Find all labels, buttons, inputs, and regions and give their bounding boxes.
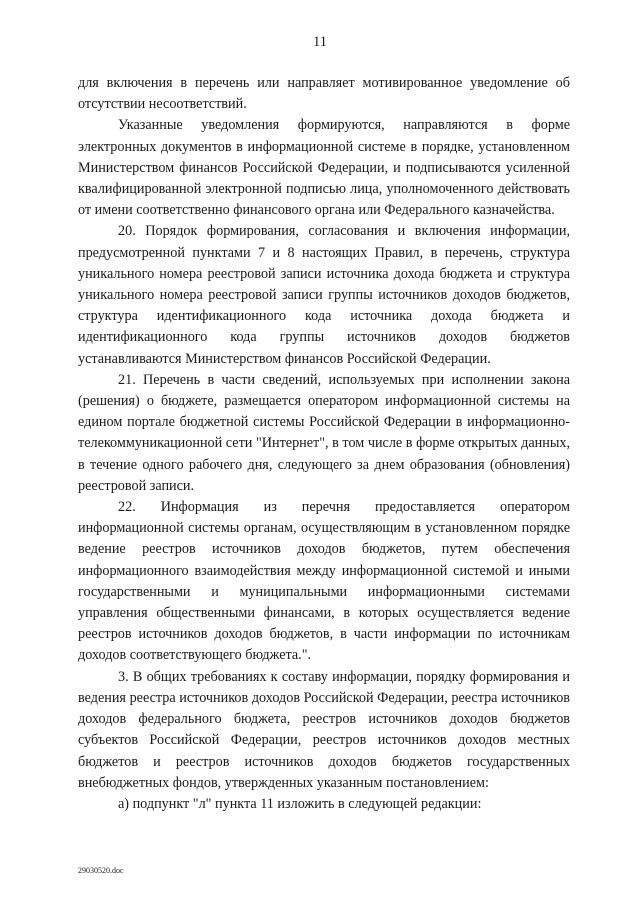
paragraph-item-20: 20. Порядок формирования, согласования и включения информации, предусмотренной пунктами 7 и 8 настоящих Правил, в перечень, структура уникального номера реестровой записи источника дохода бюджета и структура уникального номера реестровой записи группы источников доходов бюджетов, структура идентификационного кода источника дохода бюджета и идентификационного кода группы источников доходов бюджетов устанавливаются Министерством финансов Российской Федерации. <box>78 223 570 367</box>
paragraph-item-3: 3. В общих требованиях к составу информации, порядку формирования и ведения реестра источников доходов Российской Федерации, реестра источников доходов федерального бюджета, реестров источников доходов бюджетов субъектов Российской Федерации, реестров источников доходов местных бюджетов и реестров источников доходов бюджетов государственных внебюджетных фондов, утвержденных указанным постановлением: <box>78 668 570 791</box>
paragraph-continuation: для включения в перечень или направляет мотивированное уведомление об отсутствии несоответствий. <box>78 75 570 113</box>
paragraph-notifications: Указанные уведомления формируются, направляются в форме электронных документов в информационной системе в порядке, установленном Министерством финансов Российской Федерации, и подписываются усиленной квалифицированной электронной подписью лица, уполномоченного действовать от имени соответственно финансового органа или Федерального казначейства. <box>78 117 570 219</box>
paragraph-item-21: 21. Перечень в части сведений, используемых при исполнении закона (решения) о бюджете, размещается оператором информационной системы на едином портале бюджетной системы Российской Федерации в информационно-телекоммуникационной сети "Интернет", в том числе в форме открытых данных, в течение одного рабочего дня, следующего за днем образования (обновления) реестровой записи. <box>78 371 570 494</box>
page-number: 11 <box>313 34 327 50</box>
paragraph-item-22: 22. Информация из перечня предоставляется оператором информационной системы органам, осуществляющим в установленном порядке ведение реестров источников доходов бюджетов, путем обеспечения информационного взаимодействия между информационной системой и иными государственными и муниципальными информационными системами управления общественными финансами, в которых осуществляется ведение реестров источников доходов бюджетов, в части информации по источникам доходов соответствующего бюджета.". <box>78 499 570 664</box>
document-body <box>78 73 570 815</box>
footer-filename: 29030520.doc <box>78 866 124 875</box>
paragraph-subitem-a: а) подпункт "л" пункта 11 изложить в следующей редакции: <box>118 795 482 812</box>
